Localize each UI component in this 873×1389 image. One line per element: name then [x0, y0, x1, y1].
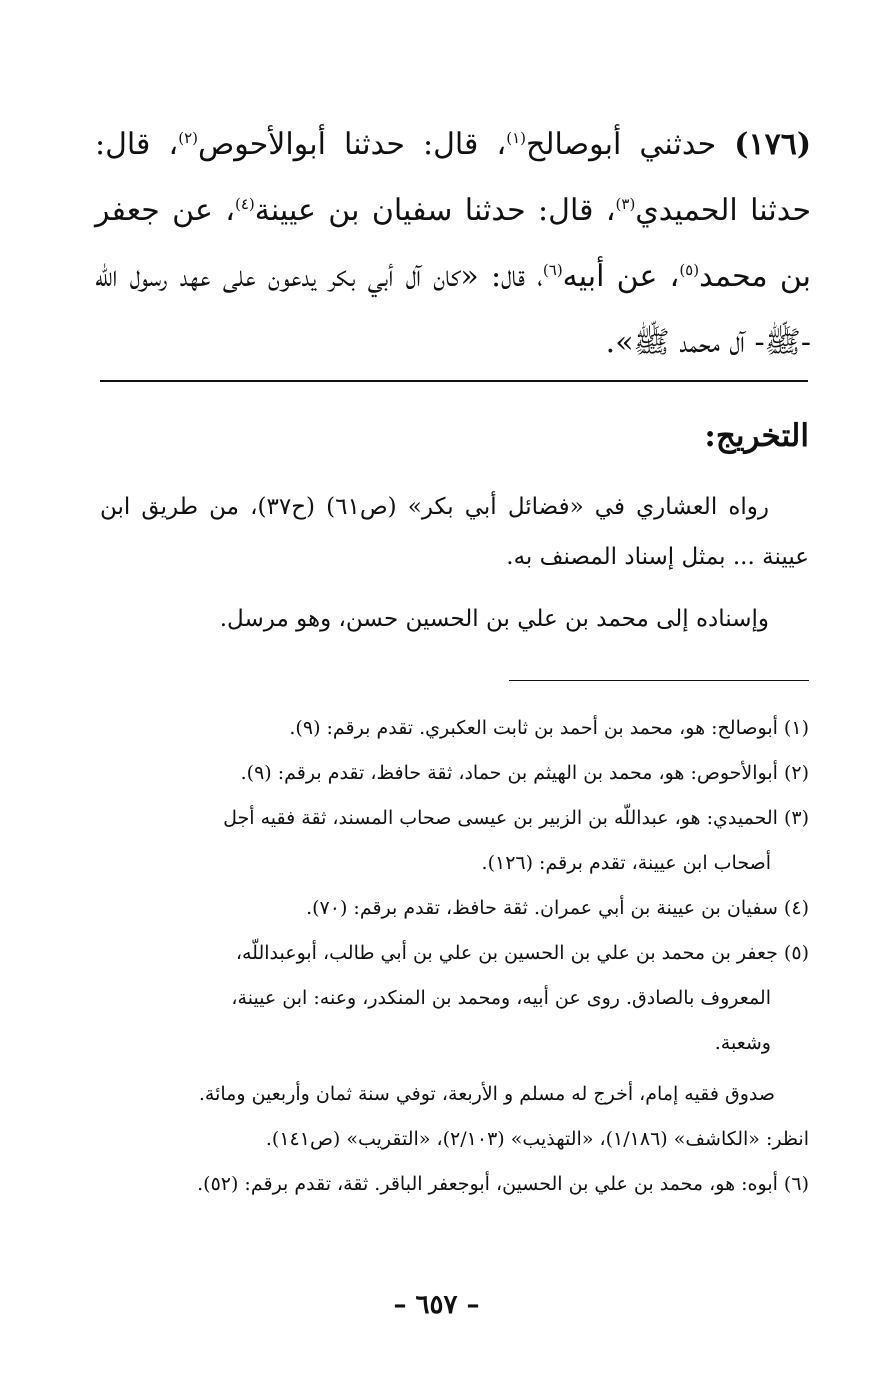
- footnote-3: (٣) الحميدي: هو، عبداللّه بن الزبير بن عيسى صحاب المسند، ثقة فقيه أجل: [223, 807, 809, 829]
- footnote-ref-4: (٤): [234, 195, 255, 213]
- footnotes: [96, 706, 809, 1207]
- hadith-segment: ، قال: حدثنا أبوالأحوص: [197, 127, 507, 162]
- hadith-segment: ، عن جعفر بن محمد: [95, 193, 811, 294]
- footnote-5-continued: وشعبة.: [714, 1032, 771, 1054]
- takhrij-heading: التخريج:: [704, 418, 809, 454]
- hadith-paragraph: [95, 112, 811, 376]
- hadith-segment: ، عن أبيه: [562, 259, 680, 294]
- footnote-4: (٤) سفيان بن عيينة بن أبي عمران. ثقة حافظ، تقدم برقم: (٧٠).: [306, 897, 809, 919]
- footnote-ref-2: (٢): [178, 129, 198, 147]
- hadith-number: (١٧٦): [734, 127, 812, 162]
- footnote-1: (١) أبوصالح: هو، محمد بن أحمد بن ثابت العكبري. تقدم برقم: (٩).: [289, 717, 809, 739]
- footnote-ref-3: (٣): [615, 195, 636, 213]
- takhrij-paragraph-1: رواه العشاري في «فضائل أبي بكر» (ص٦١) (ح٣٧)، من طريق ابن عيينة ... بمثل إسناد المصنف به.: [100, 494, 809, 570]
- page-number: – ٦٥٧ –: [393, 1290, 480, 1320]
- hadith-text: [95, 112, 811, 376]
- hadith-segment: حدثني أبوصالح: [526, 127, 735, 162]
- footnote-6: (٦) أبوه: هو، محمد بن علي بن الحسين، أبوجعفر الباقر. ثقة، تقدم برقم: (٥٢).: [197, 1173, 809, 1195]
- takhrij-section: [100, 482, 809, 644]
- hadith-segment: ، قال: حدثنا الحميدي: [95, 127, 811, 228]
- footnote-5-grading: صدوق فقيه إمام، أخرج له مسلم و الأربعة، توفي سنة ثمان وأربعين ومائة.: [198, 1083, 775, 1105]
- section-divider: [100, 380, 808, 382]
- footnote-5-continued: المعروف بالصادق. روى عن أبيه، ومحمد بن المنكدر، وعنه: ابن عيينة،: [231, 987, 771, 1009]
- hadith-segment: ، قال: «كان آل أبي بكر يدعون على عهد رسول اللّه -ﷺ- آل محمد ﷺ».: [95, 259, 811, 360]
- footnote-3-continued: أصحاب ابن عيينة، تقدم برقم: (١٢٦).: [481, 852, 771, 874]
- footnote-ref-5: (٥): [679, 261, 700, 279]
- hadith-segment: ، قال: حدثنا سفيان بن عيينة: [254, 193, 616, 228]
- takhrij-paragraph-2: وإسناده إلى محمد بن علي بن الحسين حسن، وهو مرسل.: [219, 606, 769, 632]
- footnote-divider: [509, 680, 809, 681]
- footnote-2: (٢) أبوالأحوص: هو، محمد بن الهيثم بن حماد، ثقة حافظ، تقدم برقم: (٩).: [240, 762, 809, 784]
- footnote-5-sources: انظر: «الكاشف» (١/١٨٦)، «التهذيب» (٢/١٠٣)، «التقريب» (ص١٤١).: [265, 1128, 809, 1150]
- footnote-ref-6: (٦): [542, 261, 563, 279]
- footnote-5: (٥) جعفر بن محمد بن علي بن الحسين بن علي بن أبي طالب، أبوعبداللّه،: [235, 942, 809, 964]
- footnote-ref-1: (١): [506, 129, 526, 147]
